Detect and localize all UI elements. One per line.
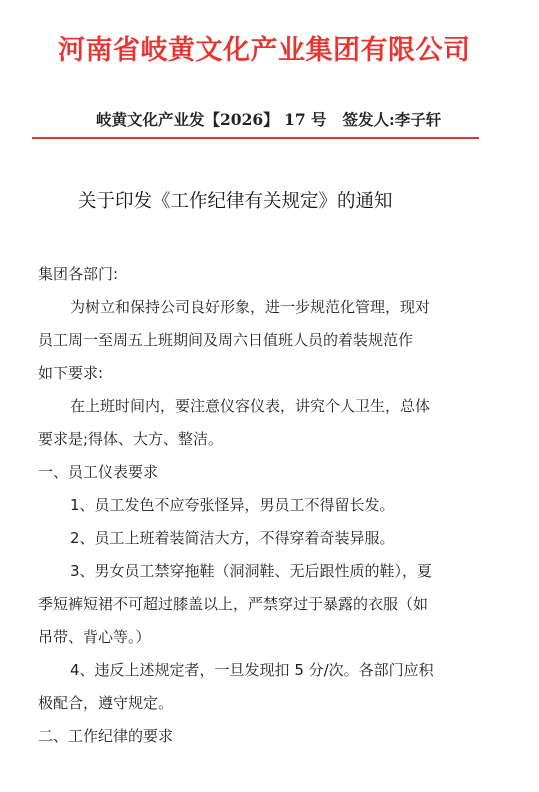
paragraph-line: 吊带、背心等。）: [38, 628, 151, 646]
paragraph-line: 为树立和保持公司良好形象，进一步规范化管理，现对: [70, 298, 431, 316]
section-heading: 二、工作纪律的要求: [38, 727, 174, 745]
document-title: 关于印发《工作纪律有关规定》的通知: [78, 191, 393, 212]
section-heading: 一、员工仪表要求: [38, 463, 159, 481]
salutation: 集团各部门:: [38, 265, 119, 283]
list-item: 1、员工发色不应夸张怪异，男员工不得留长发。: [70, 496, 395, 514]
paragraph-line: 如下要求:: [38, 364, 104, 382]
paragraph-line: 极配合，遵守规定。: [38, 694, 174, 712]
paragraph-line: 员工周一至周五上班期间及周六日值班人员的着装规范作: [38, 331, 414, 349]
document-number: 岐黄文化产业发【2026】 17 号: [96, 110, 327, 129]
document-body: [38, 258, 490, 753]
organization-header: 河南省岐黄文化产业集团有限公司: [58, 35, 471, 66]
signer: 签发人:李子轩: [342, 110, 442, 129]
document-number-line: [96, 108, 441, 130]
list-item: 2、员工上班着装简洁大方，不得穿着奇装异服。: [70, 529, 395, 547]
header-divider: [32, 137, 479, 139]
list-item: 4、违反上述规定者，一旦发现扣 5 分/次。各部门应积: [70, 661, 434, 679]
list-item: 3、男女员工禁穿拖鞋（洞洞鞋、无后跟性质的鞋），夏: [70, 562, 433, 580]
paragraph-line: 季短裤短裙不可超过膝盖以上，严禁穿过于暴露的衣服（如: [38, 595, 429, 613]
paragraph-line: 在上班时间内，要注意仪容仪表，讲究个人卫生，总体: [70, 397, 431, 415]
paragraph-line: 要求是;得体、大方、整洁。: [38, 430, 224, 448]
